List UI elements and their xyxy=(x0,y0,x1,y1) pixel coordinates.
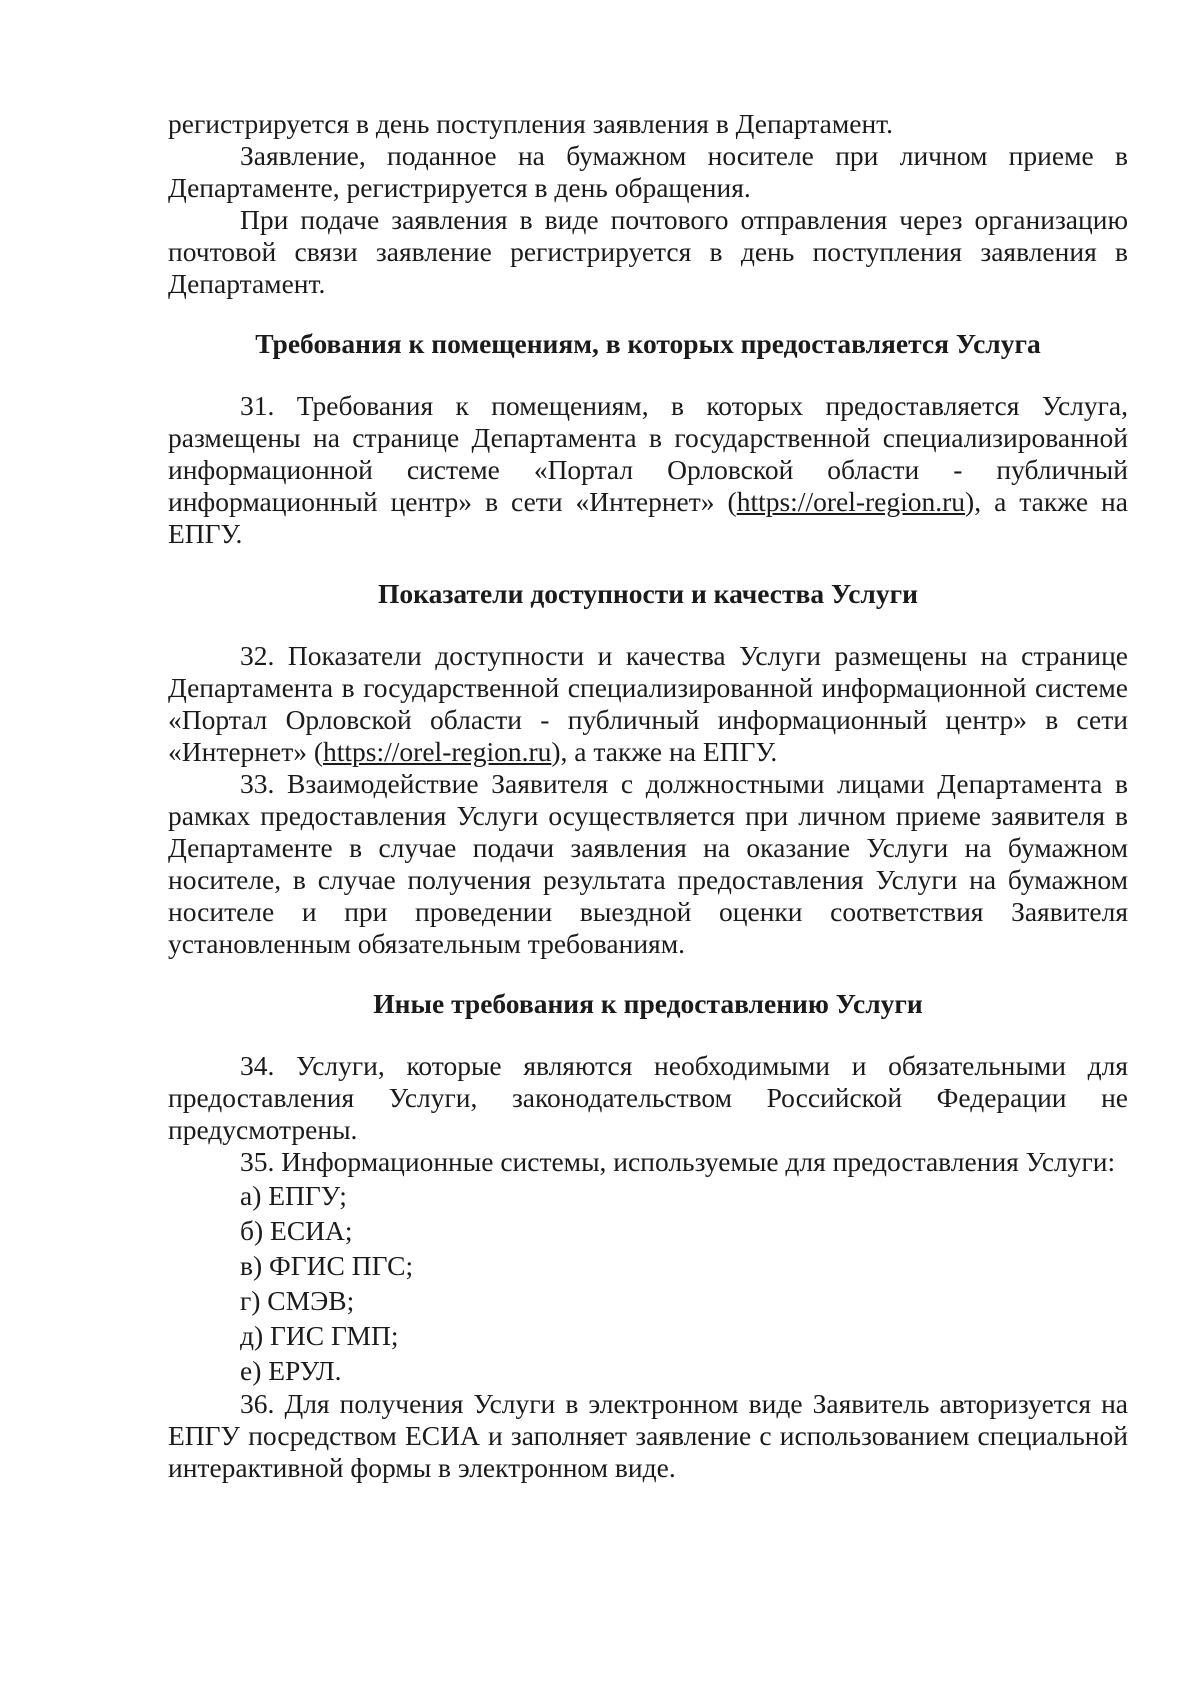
paragraph-31-text: 31. Требования к помещениям, в которых предоставляется Услуга, размещены на странице Департамента в государственной специализированной информационной системе «Портал Орловской области - публичный информационный центр» в сети «Интернет» ( xyxy=(168,390,1128,517)
heading-accessibility-quality: Показатели доступности и качества Услуги xyxy=(378,578,918,609)
paragraph-31 xyxy=(168,390,1128,550)
list-item: д) ГИС ГМП; xyxy=(240,1320,399,1351)
portal-link[interactable]: https://orel-region.ru xyxy=(323,736,552,767)
paragraph-continuation: регистрируется в день поступления заявления в Департамент. xyxy=(168,108,894,139)
paragraph-31-tail: ), а также на ЕПГУ. xyxy=(168,486,1128,549)
paragraph-32-text: 32. Показатели доступности и качества Услуги размещены на странице Департамента в государственной специализированной информационной системе «Портал Орловской области - публичный информационный центр» в сети «Интернет» ( xyxy=(168,640,1128,767)
paragraph-paper-application: Заявление, поданное на бумажном носителе при личном приеме в Департаменте, регистрируется в день обращения. xyxy=(168,140,1128,203)
paragraph-34: 34. Услуги, которые являются необходимыми и обязательными для предоставления Услуги, законодательством Российской Федерации не предусмотрены. xyxy=(168,1050,1128,1145)
heading-premises-requirements: Требования к помещениям, в которых предоставляется Услуга xyxy=(255,328,1041,359)
list-item: е) ЕРУЛ. xyxy=(240,1355,342,1386)
list-item: а) ЕПГУ; xyxy=(240,1180,347,1211)
paragraph-36: 36. Для получения Услуги в электронном виде Заявитель авторизуется на ЕПГУ посредством ЕСИА и заполняет заявление с использованием специальной интерактивной формы в электронном виде. xyxy=(168,1388,1128,1483)
paragraph-postal-application: При подаче заявления в виде почтового отправления через организацию почтовой связи заявление регистрируется в день поступления заявления в Департамент. xyxy=(168,204,1128,299)
paragraph-32 xyxy=(168,640,1128,768)
paragraph-33: 33. Взаимодействие Заявителя с должностными лицами Департамента в рамках предоставления Услуги осуществляется при личном приеме заявителя в Департаменте в случае подачи заявления на оказание Услуги на бумажном носителе, в случае получения результата предоставления Услуги на бумажном носителе и при проведении выездной оценки соответствия Заявителя установленным обязательным требованиям. xyxy=(168,768,1128,959)
list-item: в) ФГИС ПГС; xyxy=(240,1250,414,1281)
list-item: г) СМЭВ; xyxy=(240,1285,355,1316)
portal-link[interactable]: https://orel-region.ru xyxy=(736,486,966,517)
document-page xyxy=(168,108,1128,1484)
paragraph-35: 35. Информационные системы, используемые для предоставления Услуги: xyxy=(240,1146,1116,1177)
list-item: б) ЕСИА; xyxy=(240,1215,353,1246)
heading-other-requirements: Иные требования к предоставлению Услуги xyxy=(373,988,923,1019)
paragraph-32-tail: ), а также на ЕПГУ. xyxy=(551,736,778,767)
information-systems-list xyxy=(168,1178,1128,1388)
